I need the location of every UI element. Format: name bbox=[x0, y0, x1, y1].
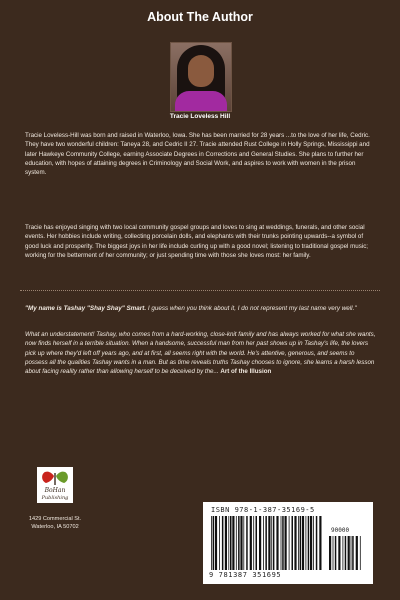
address-city: Waterloo, IA 50702 bbox=[31, 524, 79, 531]
barcode-bar bbox=[282, 516, 284, 570]
barcode-bar bbox=[213, 516, 215, 570]
about-author-heading: About The Author bbox=[147, 10, 253, 24]
barcode-bar bbox=[246, 516, 248, 570]
price-code: 90000 bbox=[331, 527, 350, 534]
photo-face bbox=[188, 55, 214, 87]
barcode-bar bbox=[285, 516, 287, 570]
logo-text-line2: Publishing bbox=[41, 495, 69, 501]
barcode-bar bbox=[238, 516, 240, 570]
barcode-bar bbox=[351, 536, 352, 570]
isbn-number: ISBN 978-1-387-35169-5 bbox=[211, 506, 315, 514]
barcode-bar bbox=[308, 516, 310, 570]
barcode-bar bbox=[230, 516, 232, 570]
barcode-bar bbox=[343, 536, 344, 570]
barcode-bar bbox=[211, 516, 212, 570]
barcode-bar bbox=[240, 516, 242, 570]
logo-green-wing bbox=[56, 472, 68, 483]
publisher-address bbox=[25, 515, 85, 531]
author-photo-caption: Tracie Loveless Hill bbox=[169, 113, 231, 120]
logo-red-wing bbox=[42, 472, 54, 483]
barcode-bar bbox=[243, 516, 244, 570]
barcode-bar bbox=[348, 536, 350, 570]
barcode-bar bbox=[256, 516, 258, 570]
barcode-bar bbox=[338, 536, 340, 570]
barcode-bar bbox=[219, 516, 220, 570]
barcode-bar bbox=[228, 516, 229, 570]
barcode-bar bbox=[319, 516, 321, 570]
barcode-addon-bars bbox=[329, 536, 363, 570]
publisher-logo bbox=[37, 467, 73, 503]
barcode-bar bbox=[225, 516, 227, 570]
barcode-bar bbox=[294, 516, 296, 570]
publisher-logo-graphic bbox=[37, 467, 73, 503]
barcode-bar bbox=[273, 516, 275, 570]
isbn-barcode bbox=[203, 502, 373, 584]
barcode-bar bbox=[263, 516, 264, 570]
barcode-bar bbox=[356, 536, 358, 570]
section-divider bbox=[20, 290, 380, 291]
quote-opening: "My name is Tashay "Shay Shay" Smart. bbox=[25, 305, 147, 312]
barcode-bar bbox=[302, 516, 304, 570]
barcode-bar bbox=[215, 516, 217, 570]
barcode-digits: 9 781387 351695 bbox=[209, 571, 282, 579]
barcode-bar bbox=[271, 516, 272, 570]
barcode-bar bbox=[298, 516, 299, 570]
address-street: 1429 Commercial St. bbox=[28, 516, 82, 522]
barcode-bar bbox=[289, 516, 290, 570]
logo-text-line1: BoHan bbox=[44, 487, 66, 494]
barcode-bar bbox=[360, 536, 361, 570]
back-cover-quote bbox=[25, 304, 377, 314]
bio-paragraph-2: Tracie has enjoyed singing with two local community gospel groups and loves to sing at weddings, funerals, and other social events. Her hobbies include writing, collecting porcelain dolls, and elephants with their trunks pointing upwards--a symbol of good luck and prosperity. The biggest joys in her life include curling up with a good novel; listening to traditional gospel music; working for the betterment of her community; or just spending time with those she loves most: her family. bbox=[25, 224, 369, 259]
book-title: Art of the Illusion bbox=[220, 368, 272, 376]
barcode-bar bbox=[316, 516, 318, 570]
barcode-bar bbox=[310, 516, 312, 570]
barcode-bar bbox=[345, 536, 347, 570]
barcode-bar bbox=[329, 536, 331, 570]
barcode-bar bbox=[313, 516, 314, 570]
barcode-bar bbox=[236, 516, 237, 570]
quote-continuation: I guess when you think about it, I do not represent my last name very well." bbox=[146, 305, 357, 312]
barcode-bar bbox=[352, 536, 354, 570]
barcode-bar bbox=[333, 536, 334, 570]
barcode-bar bbox=[250, 516, 252, 570]
bio-paragraph-1: Tracie Loveless-Hill was born and raised in Waterloo, Iowa. She has been married for 28 years ...to the love of her life, Cedric. They have two wonderful children: Taneya 28, and Cedric II 27. Tracie attended Rust College in Holly Springs, Mississippi and later Hawkeye Community College, earning Associate Degrees in Corrections and General Studies. She plans to further her education, with hopes of attaining degrees in Criminology and Social Work, and aspires to work with women in the prison system. bbox=[25, 132, 370, 177]
barcode-bar bbox=[281, 516, 282, 570]
author-photo bbox=[170, 42, 232, 112]
book-blurb bbox=[25, 330, 377, 376]
barcode-bar bbox=[292, 516, 294, 570]
barcode-bar bbox=[265, 516, 267, 570]
barcode-bar bbox=[306, 516, 307, 570]
barcode-main-bars bbox=[211, 516, 323, 570]
barcode-bar bbox=[222, 516, 224, 570]
barcode-bar bbox=[276, 516, 278, 570]
barcode-bar bbox=[335, 536, 337, 570]
photo-clothing bbox=[175, 91, 227, 112]
barcode-bar bbox=[268, 516, 270, 570]
blurb-text: What an understatement! Tashay, who comes from a hard-working, close-knit family and has always worked for what she wants, now finds herself in a terrible situation. When a handsome, successful man from her past shows up in Tashay's life, the lovers pick up where they'd left off years ago, and at first, all seems right with the world. He's attentive, generous, and seems to possess all the qualities Tashay wants in a man. But as time reveals truths Tashay chooses to ignore, she learns a harsh lesson about facing reality rather than allowing herself to be deceived by the... bbox=[25, 331, 376, 376]
barcode-bar bbox=[300, 516, 302, 570]
logo-body bbox=[54, 473, 55, 485]
barcode-bar bbox=[232, 516, 234, 570]
barcode-bar bbox=[253, 516, 254, 570]
barcode-bar bbox=[259, 516, 261, 570]
